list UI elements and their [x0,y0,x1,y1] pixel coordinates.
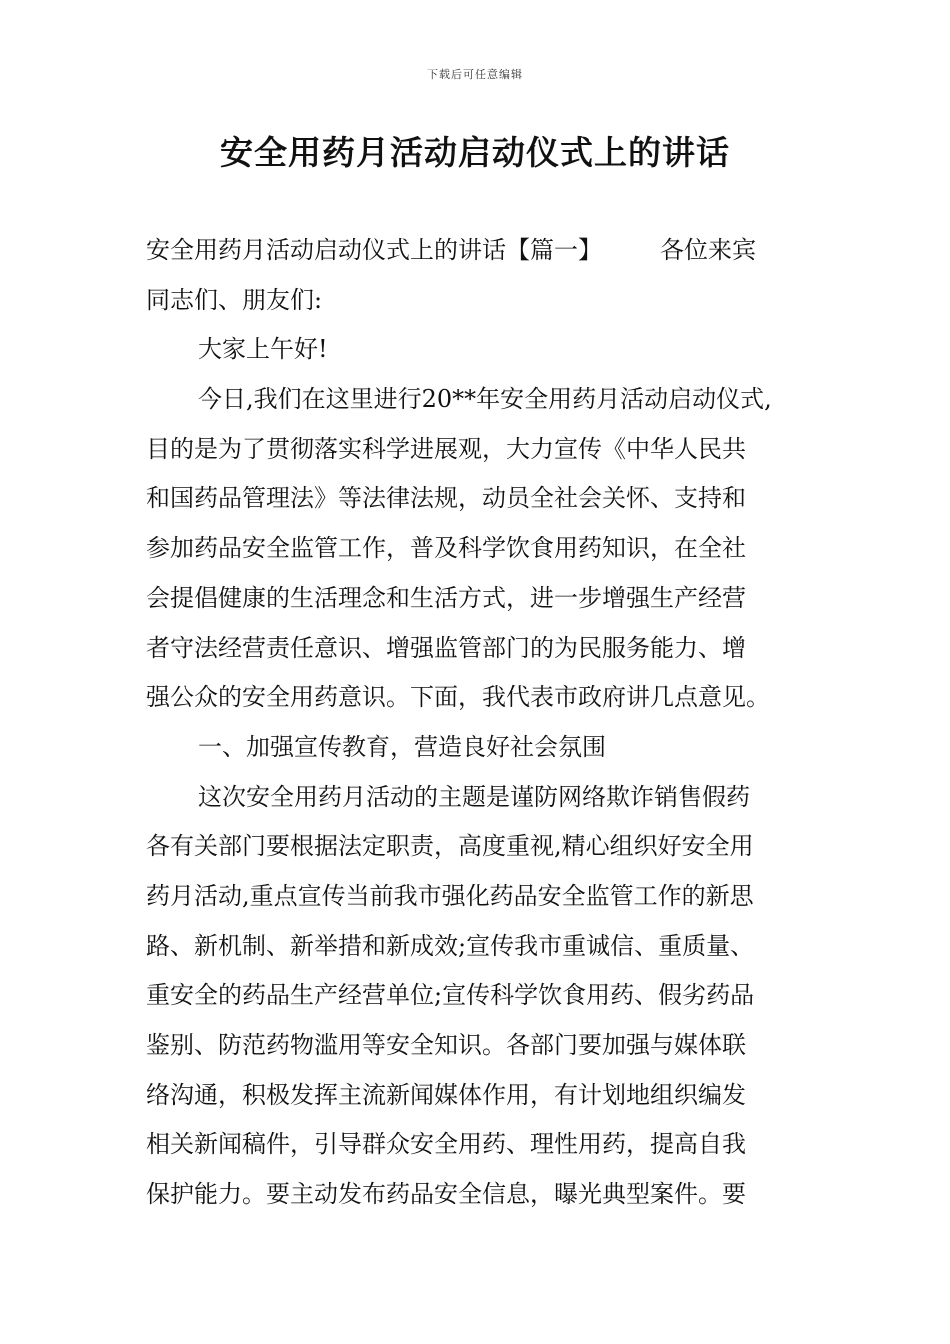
text-line: 路、新机制、新举措和新成效;宣传我市重诚信、重质量、 [146,931,755,960]
text-line: 和国药品管理法》等法律法规，动员全社会关怀、支持和 [146,484,746,513]
page-title: 安全用药月活动启动仪式上的讲话 [220,133,730,172]
text-line: 相关新闻稿件，引导群众安全用药、理性用药，提高自我 [146,1130,746,1159]
text-line: 重安全的药品生产经营单位;宣传科学饮食用药、假劣药品 [146,981,755,1010]
text-line: 大家上午好! [198,335,328,364]
text-line: 强公众的安全用药意识。下面，我代表市政府讲几点意见。 [146,683,770,712]
text-line: 保护能力。要主动发布药品安全信息，曝光典型案件。要 [146,1180,746,1209]
intro-heading: 安全用药月活动启动仪式上的讲话【篇一】 [146,236,602,264]
intro-line [146,226,810,276]
text-line: 目的是为了贯彻落实科学进展观，大力宣传《中华人民共 [146,434,746,463]
text-line: 药月活动,重点宣传当前我市强化药品安全监管工作的新思 [146,881,754,910]
text-line: 各有关部门要根据法定职责，高度重视,精心组织好安全用 [146,832,754,861]
paragraph-lines [146,276,810,1220]
document-body [146,226,810,1220]
text-line: 鉴别、防范药物滥用等安全知识。各部门要加强与媒体联 [146,1031,746,1059]
text-line: 络沟通，积极发挥主流新闻媒体作用，有计划地组织编发 [146,1080,746,1109]
text-line: 参加药品安全监管工作，普及科学饮食用药知识，在全社 [146,534,746,563]
text-line: 会提倡健康的生活理念和生活方式，进一步增强生产经营 [146,583,746,612]
header-note: 下载后可任意编辑 [427,68,523,81]
text-line: 者守法经营责任意识、增强监管部门的为民服务能力、增 [146,633,746,662]
text-line: 今日,我们在这里进行20**年安全用药月活动启动仪式, [198,385,772,414]
intro-greeting: 各位来宾 [660,236,756,264]
text-line: 这次安全用药月活动的主题是谨防网络欺诈销售假药 [198,782,750,811]
text-line: 一、加强宣传教育，营造良好社会氛围 [198,732,606,761]
text-line: 同志们、朋友们: [146,285,323,314]
